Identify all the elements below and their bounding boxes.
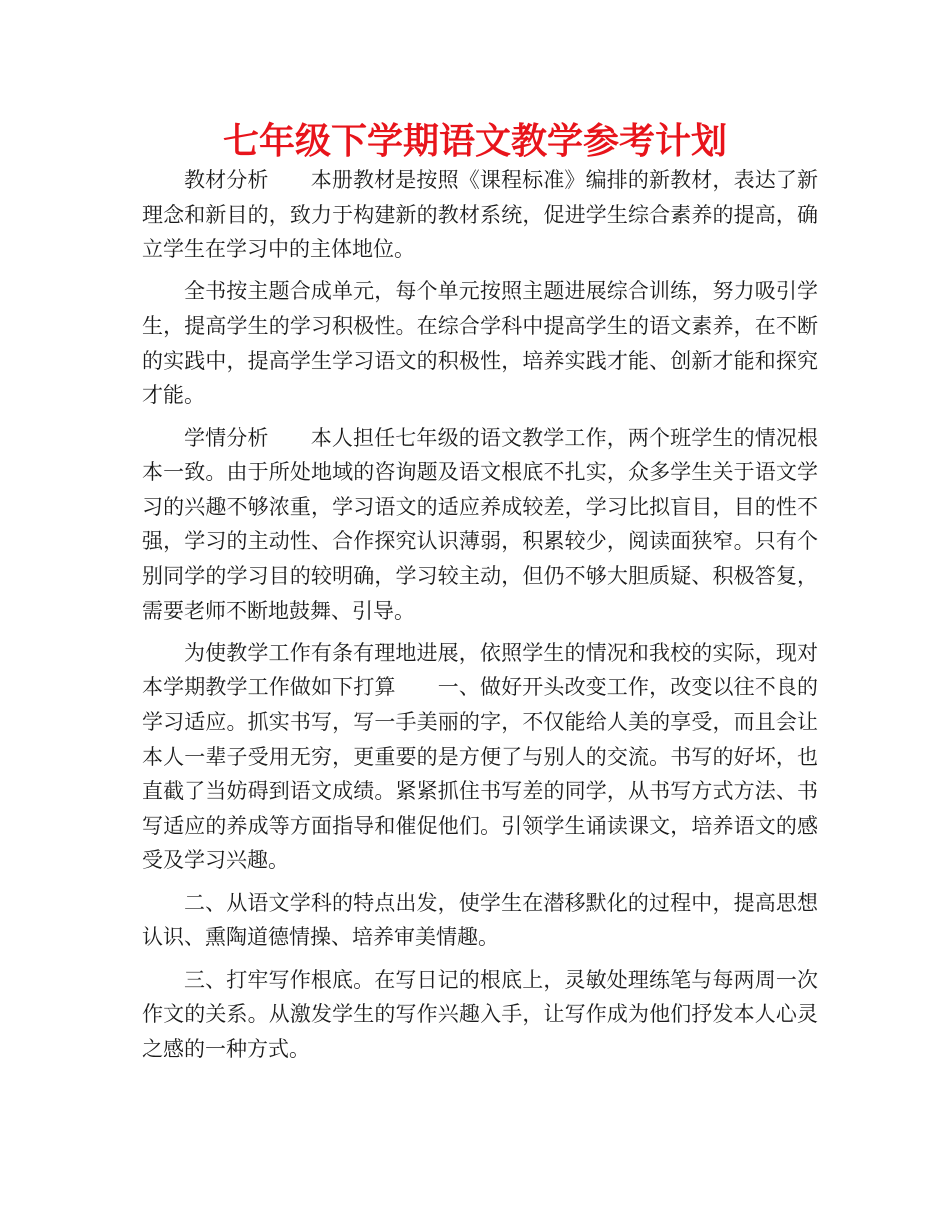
paragraph-text: 二、从语文学科的特点出发，使学生在潜移默化的过程中，提高思想认识、熏陶道德情操、培养审美情趣。 [142,890,818,950]
paragraph-textbook-analysis [142,163,818,267]
paragraph-plan-item-3 [142,963,818,1067]
paragraph-text: 全书按主题合成单元，每个单元按照主题进展综合训练，努力吸引学生，提高学生的学习积极性。在综合学科中提高学生的语文素养，在不断的实践中，提高学生学习语文的积极性，培养实践才能、创新才能和探究才能。 [142,279,818,408]
paragraph-text: 本册教材是按照《课程标准》编排的新教材，表达了新理念和新目的，致力于构建新的教材系统，促进学生综合素养的提高，确立学生在学习中的主体地位。 [142,168,819,262]
section-heading-teaching-plan: 为使教学工作有条有理地进展，依照学生的情况和我校的实际，现对本学期教学工作做如下打算 [142,640,818,700]
paragraph-text: 一、做好开头改变工作，改变以往不良的学习适应。抓实书写，写一手美丽的字，不仅能给人美的享受，而且会让本人一辈子受用无穷，更重要的是方便了与别人的交流。书写的好坏，也直截了当妨碍到语文成绩。紧紧抓住书写差的同学，从书写方式方法、书写适应的养成等方面指导和催促他们。引领学生诵读课文，培养语文的感受及学习兴趣。 [142,675,819,873]
paragraph-text: 三、打牢写作根底。在写日记的根底上，灵敏处理练笔与每两周一次作文的关系。从激发学生的写作兴趣入手，让写作成为他们抒发本人心灵之感的一种方式。 [142,967,818,1061]
document-title: 七年级下学期语文教学参考计划 [222,121,727,162]
section-heading-student-analysis: 学情分析 [184,425,269,450]
paragraph-teaching-plan [142,636,818,878]
paragraph-plan-item-2 [142,886,818,955]
paragraph-student-analysis [142,421,818,629]
paragraph-book-structure [142,274,818,412]
document-body [142,163,818,1074]
paragraph-text: 本人担任七年级的语文教学工作，两个班学生的情况根本一致。由于所处地域的咨询题及语文根底不扎实，众多学生关于语文学习的兴趣不够浓重，学习语文的适应养成较差，学习比拟盲目，目的性不强，学习的主动性、合作探究认识薄弱，积累较少，阅读面狭窄。只有个别同学的学习目的较明确，学习较主动，但仍不够大胆质疑、积极答复，需要老师不断地鼓舞、引导。 [142,425,819,623]
section-heading-textbook-analysis: 教材分析 [184,168,269,192]
